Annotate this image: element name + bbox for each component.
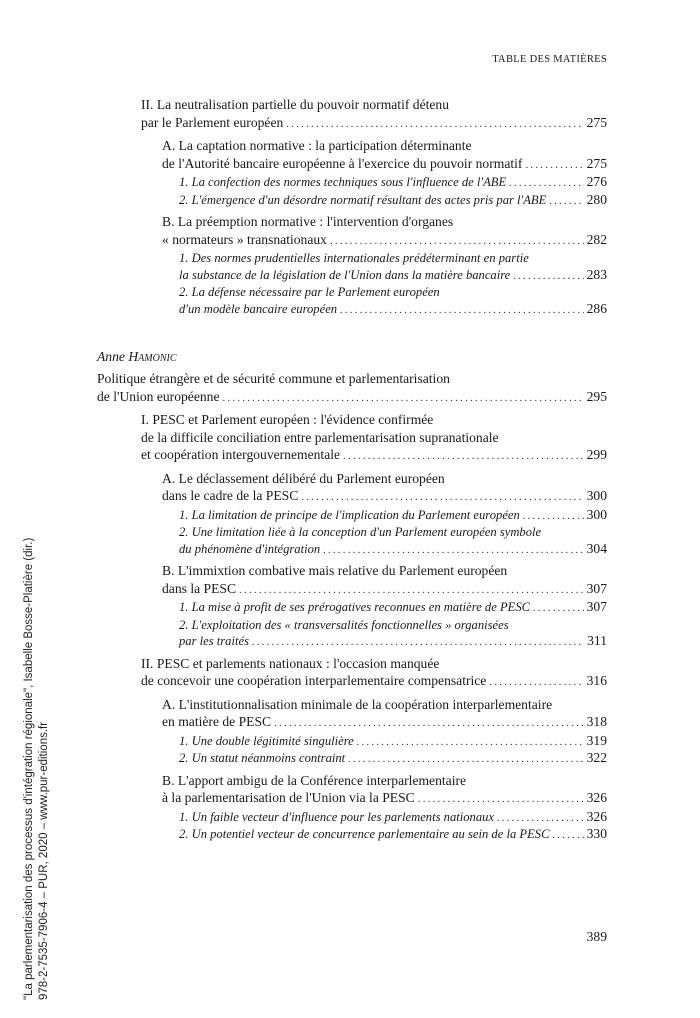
toc-entry-text: et coopération intergouvernementale [141, 447, 341, 462]
dot-leader [348, 751, 583, 768]
side-citation-title: "La parlementarisation des processus d'intégration régionale", Isabelle Bosse-Platière (dir.) [23, 537, 35, 1000]
toc-entry-line [179, 301, 607, 319]
dot-leader [222, 390, 583, 408]
toc-page-number: 276 [586, 174, 607, 189]
dot-leader [357, 734, 584, 751]
dot-leader [489, 674, 583, 692]
author-first-name: Anne [97, 349, 125, 364]
toc-entry-text: B. L'immixtion combative mais relative du Parlement européen [162, 563, 508, 578]
toc-entry-text: B. L'apport ambigu de la Conférence interparlementaire [162, 772, 467, 788]
toc-page-number: 299 [586, 447, 607, 462]
dot-leader [497, 810, 584, 827]
toc-entry-text: de l'Union européenne [97, 388, 220, 404]
dot-leader [340, 302, 584, 319]
toc-entry[interactable] [97, 733, 607, 751]
toc-entry[interactable] [97, 284, 607, 318]
toc-entry-line [179, 284, 607, 301]
toc-page-number: 319 [586, 732, 607, 748]
toc-entry-line [179, 174, 607, 192]
toc-entry-text: Politique étrangère et de sécurité commune et parlementarisation [97, 371, 450, 386]
dot-leader [523, 508, 584, 525]
toc-entry-text: I. PESC et Parlement européen : l'évidence confirmée [141, 412, 434, 427]
toc-entry-text: A. La captation normative : la participation déterminante [162, 138, 472, 153]
toc-entry-text: d'un modèle bancaire européen [179, 301, 338, 316]
toc-entry-line [162, 772, 607, 790]
dot-leader [343, 448, 584, 466]
dot-leader [286, 116, 583, 134]
toc-entry[interactable] [97, 411, 607, 466]
toc-entry-line [162, 789, 607, 809]
toc-page-number: 326 [586, 790, 607, 805]
toc-entry-line [162, 487, 607, 507]
toc-entry-text: à la parlementarisation de l'Union via la PESC [162, 790, 415, 805]
dot-leader [239, 582, 584, 600]
dot-leader [533, 600, 584, 617]
toc-page-number: 330 [586, 826, 607, 841]
toc-entry-line [179, 192, 607, 210]
toc-entry-line [162, 696, 607, 714]
toc-entry-line [162, 713, 607, 733]
toc-entry-line [97, 388, 607, 408]
toc-page-number: 311 [587, 633, 607, 648]
toc-entry-text: 2. L'exploitation des « transversalités fonctionnelles » organisées [179, 617, 509, 632]
toc-entry-text: 2. Un statut néanmoins contraint [179, 751, 346, 765]
toc-page-number: 300 [586, 488, 607, 503]
toc-entry-line [141, 672, 607, 692]
toc-entry-text: 2. Une limitation liée à la conception d'un Parlement européen symbole [179, 525, 542, 539]
toc-entry-line [141, 446, 607, 466]
toc-entry-line [162, 580, 607, 600]
toc-entry[interactable] [97, 470, 607, 507]
toc-entry-line [97, 370, 607, 388]
toc-page-number: 286 [586, 300, 607, 316]
chapter-author [97, 348, 607, 366]
dot-leader [549, 193, 583, 210]
toc-entry[interactable] [97, 137, 607, 174]
toc-entry-text: II. La neutralisation partielle du pouvoir normatif détenu [141, 97, 450, 112]
toc-entry-text: 2. L'émergence d'un désordre normatif résultant des actes pris par l'ABE [179, 192, 547, 207]
toc-entry-text: II. PESC et parlements nationaux : l'occasion manquée [141, 655, 440, 671]
toc-entry[interactable] [97, 750, 607, 768]
toc-entry-text: la substance de la législation de l'Union dans la matière bancaire [179, 267, 511, 282]
toc-entry-line [162, 231, 607, 251]
toc-page-number: 275 [586, 114, 607, 130]
toc-entry-text: 1. Des normes prudentielles internationales prédéterminant en partie [179, 251, 529, 265]
dot-leader [252, 634, 584, 651]
toc-page-number: 316 [586, 673, 607, 688]
toc-entry-line [179, 617, 607, 634]
toc-entry-line [179, 750, 607, 768]
running-header: TABLE DES MATIÈRES [492, 54, 607, 65]
toc-entry-line [179, 633, 607, 651]
toc-entry-line [179, 250, 607, 267]
author-last-name: Hamonic [128, 349, 177, 364]
dot-leader [552, 827, 583, 844]
toc-entry-text: « normateurs » transnationaux [162, 231, 327, 247]
toc-entry-text: de la difficile conciliation entre parlementarisation supranationale [141, 429, 499, 445]
toc-entry[interactable] [97, 599, 607, 617]
toc-entry-text: B. La préemption normative : l'intervention d'organes [162, 214, 454, 229]
toc-entry-text: par le Parlement européen [141, 114, 284, 130]
toc-entry-line [162, 155, 607, 175]
toc-entry-line [179, 733, 607, 751]
toc-entry-line [179, 826, 607, 844]
toc-entry[interactable] [97, 192, 607, 210]
toc-entry[interactable] [97, 250, 607, 284]
toc-entry-text: du phénomène d'intégration [179, 541, 321, 556]
toc-entry-line [141, 655, 607, 673]
toc-entry-line [141, 429, 607, 447]
toc-page-number: 282 [586, 231, 607, 247]
toc-entry-line [162, 470, 607, 488]
toc-entry-text: A. L'institutionnalisation minimale de la coopération interparlementaire [162, 696, 553, 712]
toc-entry-text: 1. La mise à profit de ses prérogatives reconnues en matière de PESC [179, 600, 531, 614]
dot-leader [513, 268, 583, 285]
dot-leader [509, 175, 583, 192]
toc-page-number: 307 [586, 580, 607, 596]
table-of-contents [97, 92, 607, 844]
toc-entry-text: dans la PESC [162, 580, 237, 596]
toc-entry[interactable] [97, 696, 607, 733]
toc-page-number: 307 [586, 599, 607, 614]
toc-entry[interactable] [97, 826, 607, 844]
toc-entry-line [179, 809, 607, 827]
toc-entry[interactable] [97, 617, 607, 651]
toc-entry-line [179, 541, 607, 559]
toc-entry-text: de l'Autorité bancaire européenne à l'exercice du pouvoir normatif [162, 155, 523, 171]
toc-entry-text: A. Le déclassement délibéré du Parlement européen [162, 470, 445, 486]
toc-entry-line [162, 137, 607, 155]
dot-leader [330, 233, 584, 251]
page-number: 389 [586, 929, 607, 944]
toc-page-number: 283 [586, 266, 607, 282]
toc-page-number: 318 [586, 714, 607, 729]
dot-leader [525, 157, 583, 175]
dot-leader [274, 715, 584, 733]
toc-entry-line [162, 562, 607, 580]
toc-entry-line [162, 213, 607, 231]
toc-section-hamonic-chapter [97, 370, 607, 844]
toc-entry[interactable] [97, 213, 607, 250]
toc-page-number: 322 [586, 750, 607, 765]
toc-page-number: 280 [586, 191, 607, 207]
toc-entry-text: dans le cadre de la PESC [162, 488, 299, 503]
toc-entry-line [141, 411, 607, 429]
toc-entry[interactable] [97, 562, 607, 599]
toc-entry-text: 1. Un faible vecteur d'influence pour les parlements nationaux [179, 809, 495, 824]
dot-leader [301, 489, 583, 507]
toc-entry-text: 2. La défense nécessaire par le Parlement européen [179, 285, 440, 299]
toc-entry-text: 1. La limitation de principe de l'implication du Parlement européen [179, 507, 520, 522]
toc-entry-text: en matière de PESC [162, 714, 272, 729]
toc-page-number: 275 [586, 155, 607, 171]
toc-entry-text: 2. Un potentiel vecteur de concurrence parlementaire au sein de la PESC [179, 827, 550, 841]
dot-leader [323, 542, 583, 559]
toc-entry[interactable] [97, 96, 607, 133]
toc-entry[interactable] [97, 809, 607, 827]
toc-entry-text: 1. Une double légitimité singulière [179, 733, 354, 748]
toc-entry[interactable] [97, 174, 607, 192]
toc-section-previous-chapter [97, 96, 607, 318]
toc-entry-text: 1. La confection des normes techniques sous l'influence de l'ABE [179, 175, 507, 189]
toc-entry[interactable] [97, 370, 607, 407]
toc-entry-line [141, 114, 607, 134]
toc-entry[interactable] [97, 507, 607, 525]
toc-page-number: 295 [586, 388, 607, 404]
toc-page-number: 300 [586, 506, 607, 522]
toc-entry-line [179, 599, 607, 617]
side-citation [22, 538, 52, 1000]
toc-entry[interactable] [97, 524, 607, 558]
toc-entry-line [179, 524, 607, 541]
toc-entry-line [141, 96, 607, 114]
toc-entry-line [179, 507, 607, 525]
toc-entry-text: par les traités [179, 634, 249, 648]
toc-page-number: 304 [586, 540, 607, 556]
dot-leader [418, 791, 584, 809]
toc-entry[interactable] [97, 655, 607, 692]
side-citation-isbn: 978-2-7535-7906-4 – PUR, 2020 – www.pur-editions.fr [38, 721, 50, 1000]
toc-page-number: 326 [586, 808, 607, 824]
toc-entry-line [179, 267, 607, 285]
toc-entry[interactable] [97, 772, 607, 809]
toc-entry-text: de concevoir une coopération interparlementaire compensatrice [141, 673, 487, 688]
